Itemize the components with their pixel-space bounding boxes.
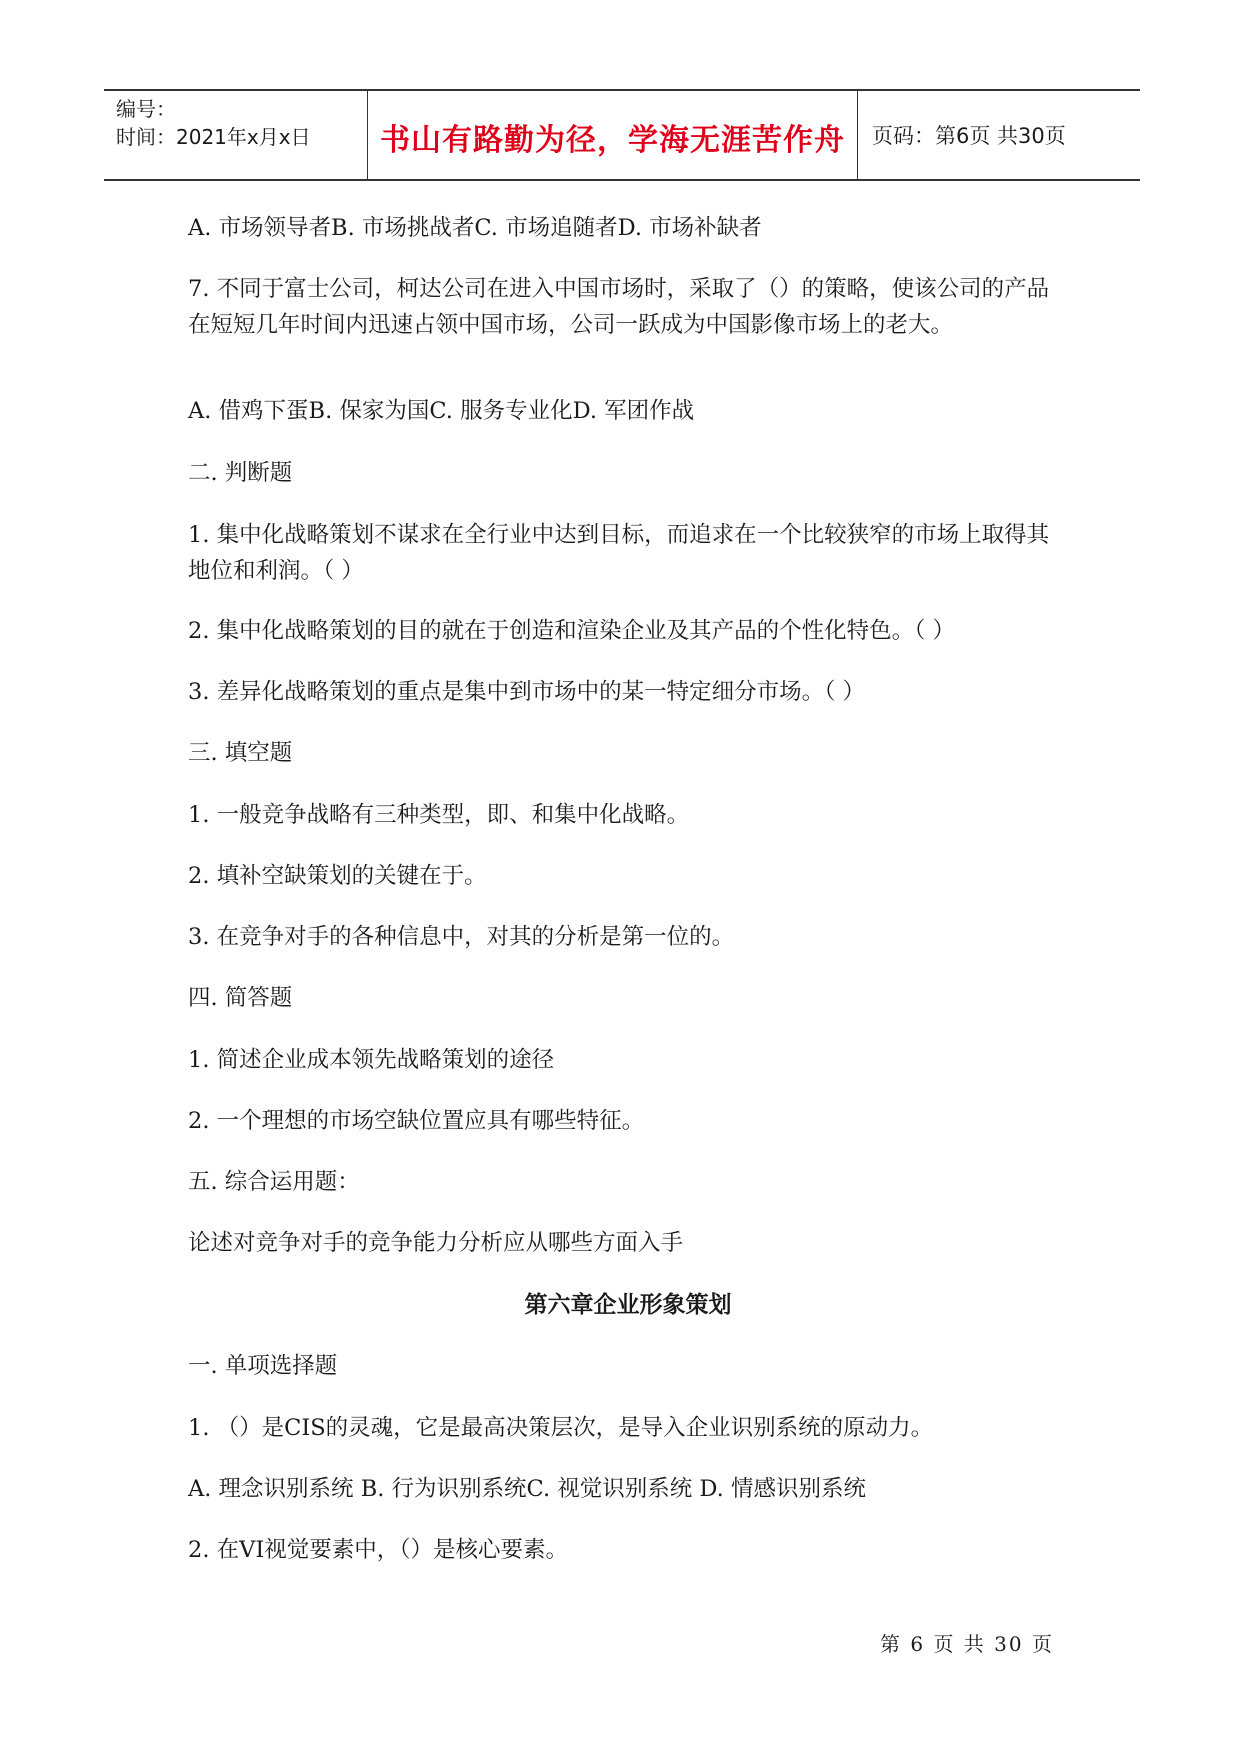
page-header <box>104 89 1140 181</box>
question-line: 1. 简述企业成本领先战略策划的途径 <box>188 1047 555 1073</box>
chapter-title: 第六章企业形象策划 <box>524 1292 732 1318</box>
question-line: 2. 填补空缺策划的关键在于。 <box>188 863 487 889</box>
page-info: 页码：第6页 共30页 <box>872 124 1066 148</box>
question-line: 2. 集中化战略策划的目的就在于创造和渲染企业及其产品的个性化特色。（ ） <box>188 618 956 644</box>
question-line: 2. 在VI视觉要素中，（）是核心要素。 <box>188 1537 569 1563</box>
question-line: 3. 在竞争对手的各种信息中，对其的分析是第一位的。 <box>188 924 735 950</box>
option-line: A. 理念识别系统 B. 行为识别系统C. 视觉识别系统 D. 情感识别系统 <box>188 1476 866 1502</box>
question-line: 1. 一般竞争战略有三种类型，即、和集中化战略。 <box>188 802 690 828</box>
question-line: 3. 差异化战略策划的重点是集中到市场中的某一特定细分市场。（ ） <box>188 679 866 705</box>
header-page-cell <box>858 91 1140 179</box>
question-paragraph: 7. 不同于富士公司，柯达公司在进入中国市场时，采取了（）的策略，使该公司的产品在短短几年时间内迅速占领中国市场，公司一跃成为中国影像市场上的老大。 <box>188 276 1050 338</box>
motto: 书山有路勤为径，学海无涯苦作舟 <box>380 123 845 158</box>
number-label: 编号： <box>116 97 176 121</box>
header-motto-cell <box>368 91 858 179</box>
section-heading: 三. 填空题 <box>188 740 293 766</box>
section-heading: 一. 单项选择题 <box>188 1353 338 1379</box>
question-line: 论述对竞争对手的竞争能力分析应从哪些方面入手 <box>188 1230 684 1256</box>
option-line: A. 市场领导者B. 市场挑战者C. 市场追随者D. 市场补缺者 <box>188 215 762 241</box>
header-left-cell <box>104 91 368 179</box>
option-line: A. 借鸡下蛋B. 保家为国C. 服务专业化D. 军团作战 <box>188 398 695 424</box>
question-line: 1. （）是CIS的灵魂，它是最高决策层次，是导入企业识别系统的原动力。 <box>188 1415 934 1441</box>
section-heading: 二. 判断题 <box>188 460 293 486</box>
page-footer: 第 6 页 共 30 页 <box>880 1632 1054 1656</box>
section-heading: 四. 简答题 <box>188 985 293 1011</box>
question-paragraph: 1. 集中化战略策划不谋求在全行业中达到目标，而追求在一个比较狭窄的市场上取得其地位和利润。（ ） <box>188 522 1050 584</box>
time-label: 时间：2021年x月x日 <box>116 125 311 149</box>
question-line: 2. 一个理想的市场空缺位置应具有哪些特征。 <box>188 1108 645 1134</box>
section-heading: 五. 综合运用题： <box>188 1169 360 1195</box>
